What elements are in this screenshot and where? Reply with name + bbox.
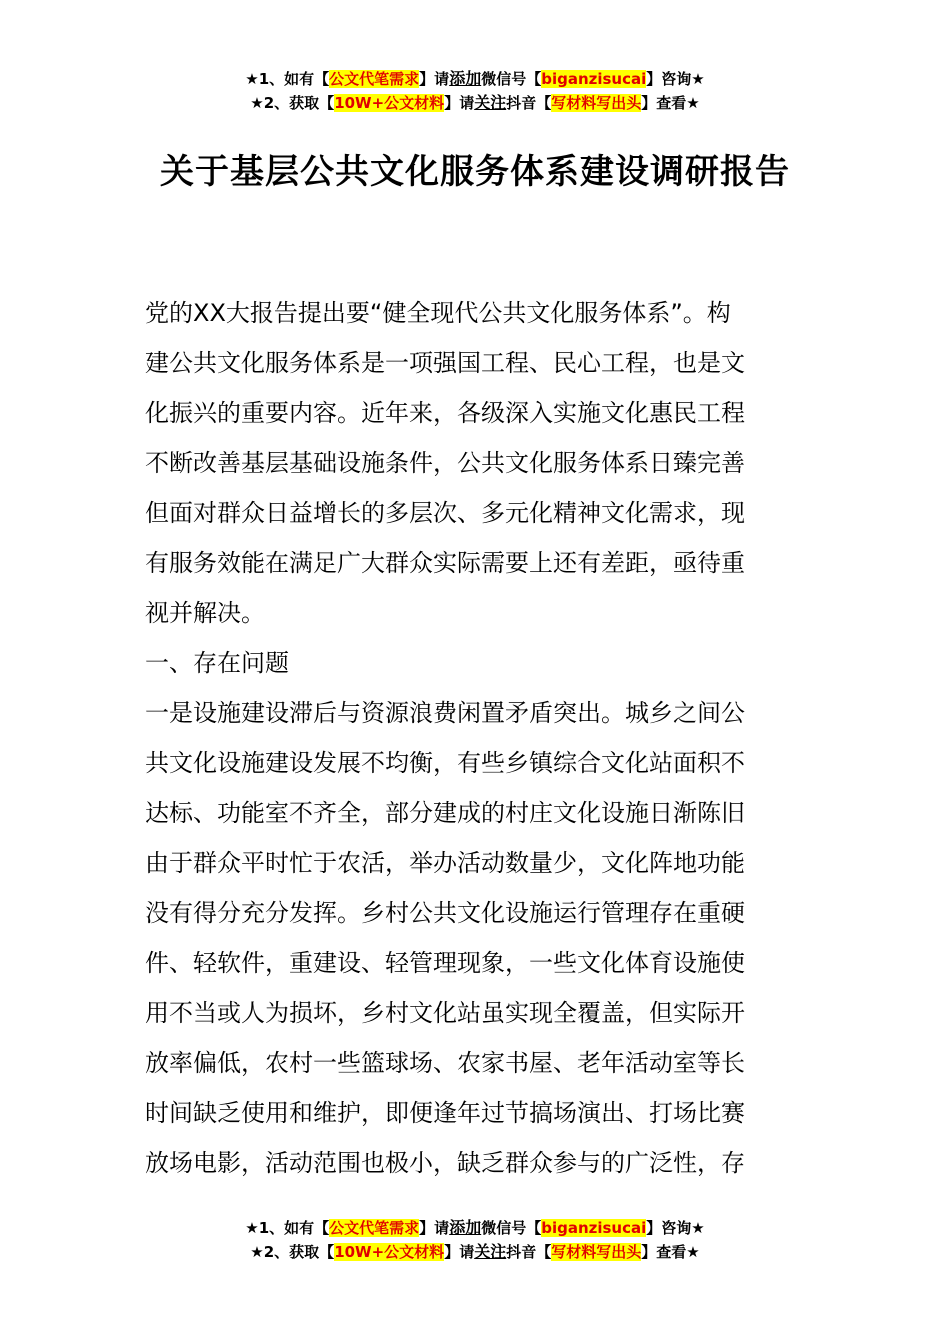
- ad-highlight: 写材料写出头: [551, 1243, 642, 1261]
- body-line: 用不当或人为损坏，乡村文化站虽实现全覆盖，但实际开: [145, 999, 745, 1027]
- body-line: 由于群众平时忙于农活，举办活动数量少，文化阵地功能: [145, 849, 745, 877]
- ad-text: 】请: [419, 70, 450, 88]
- ad-text: ★2、获取【: [250, 94, 335, 112]
- ad-underline: 添加: [449, 69, 482, 88]
- ad-highlight: 公文代笔需求: [329, 70, 420, 88]
- ad-text: 】请: [419, 1219, 450, 1237]
- ad-line-2: [0, 91, 950, 115]
- body-line: 达标、功能室不齐全，部分建成的村庄文化设施日渐陈旧: [145, 799, 745, 827]
- ad-text: 】查看★: [641, 94, 700, 112]
- body-line: 党的XX大报告提出要“健全现代公共文化服务体系”。构: [145, 299, 731, 327]
- ad-text: ★1、如有【: [245, 1219, 330, 1237]
- body-line: 化振兴的重要内容。近年来，各级深入实施文化惠民工程: [145, 399, 745, 427]
- body-line: 不断改善基层基础设施条件，公共文化服务体系日臻完善: [145, 449, 745, 477]
- ad-text: ★2、获取【: [250, 1243, 335, 1261]
- ad-text: 】请: [444, 94, 475, 112]
- ad-highlight: 写材料写出头: [551, 94, 642, 112]
- footer-ad: [0, 1216, 950, 1264]
- ad-text: 】查看★: [641, 1243, 700, 1261]
- ad-text: 抖音【: [506, 94, 552, 112]
- ad-line-1: [0, 67, 950, 91]
- header-ad: [0, 67, 950, 115]
- body-line: 时间缺乏使用和维护，即便逢年过节搞场演出、打场比赛: [145, 1099, 745, 1127]
- body-line: 但面对群众日益增长的多层次、多元化精神文化需求，现: [145, 499, 745, 527]
- body-line: 一、存在问题: [145, 649, 289, 677]
- ad-line-2: [0, 1240, 950, 1264]
- ad-highlight: 10W+公文材料: [334, 1243, 445, 1261]
- ad-text: 微信号【: [481, 1219, 542, 1237]
- ad-highlight: biganzisucai: [541, 1219, 647, 1237]
- body-line: 放场电影，活动范围也极小，缺乏群众参与的广泛性，存: [145, 1149, 745, 1177]
- ad-text: 微信号【: [481, 70, 542, 88]
- body-line: 建公共文化服务体系是一项强国工程、民心工程，也是文: [145, 349, 745, 377]
- ad-highlight: biganzisucai: [541, 70, 647, 88]
- ad-underline: 关注: [474, 1242, 507, 1261]
- body-line: 有服务效能在满足广大群众实际需要上还有差距，亟待重: [145, 549, 745, 577]
- ad-line-1: [0, 1216, 950, 1240]
- document-title: 关于基层公共文化服务体系建设调研报告: [160, 152, 790, 192]
- ad-text: 】咨询★: [646, 1219, 705, 1237]
- body-line: 共文化设施建设发展不均衡，有些乡镇综合文化站面积不: [145, 749, 745, 777]
- ad-underline: 关注: [474, 93, 507, 112]
- ad-text: 抖音【: [506, 1243, 552, 1261]
- ad-underline: 添加: [449, 1218, 482, 1237]
- body-line: 没有得分充分发挥。乡村公共文化设施运行管理存在重硬: [145, 899, 745, 927]
- ad-highlight: 公文代笔需求: [329, 1219, 420, 1237]
- body-line: 一是设施建设滞后与资源浪费闲置矛盾突出。城乡之间公: [145, 699, 745, 727]
- body-line: 视并解决。: [145, 599, 265, 627]
- ad-highlight: 10W+公文材料: [334, 94, 445, 112]
- body-line: 件、轻软件，重建设、轻管理现象，一些文化体育设施使: [145, 949, 745, 977]
- body-line: 放率偏低，农村一些篮球场、农家书屋、老年活动室等长: [145, 1049, 745, 1077]
- ad-text: 】请: [444, 1243, 475, 1261]
- ad-text: 】咨询★: [646, 70, 705, 88]
- ad-text: ★1、如有【: [245, 70, 330, 88]
- document-body: [145, 288, 809, 1188]
